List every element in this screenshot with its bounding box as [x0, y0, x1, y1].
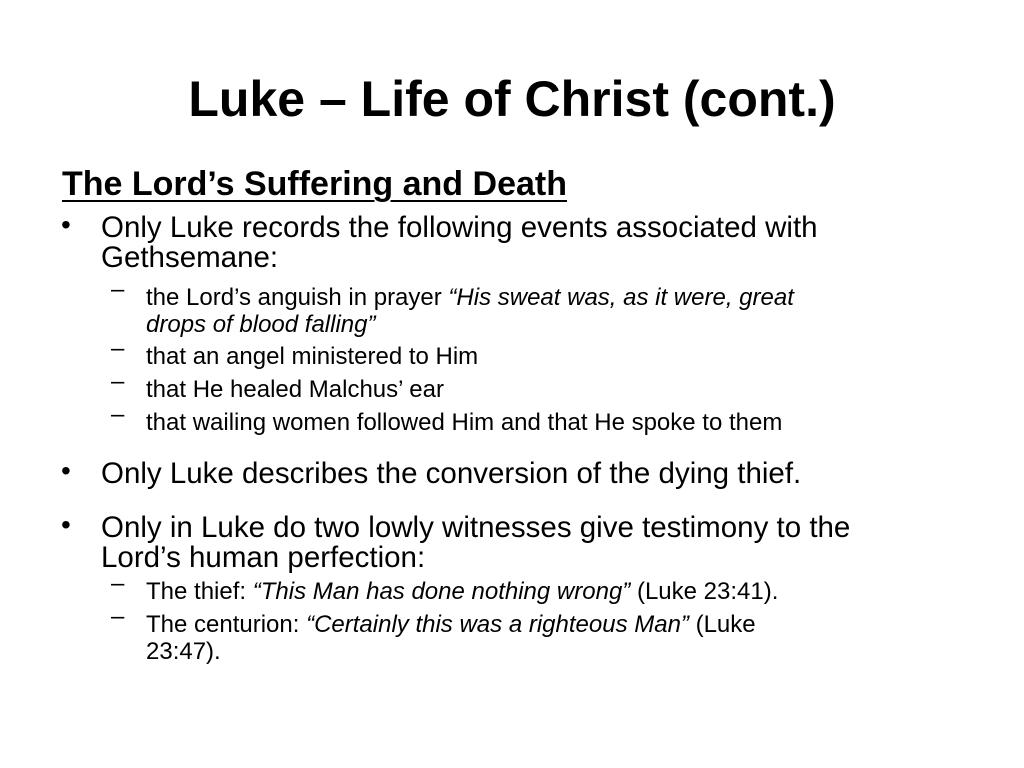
bullet-marker: • — [61, 209, 71, 240]
sub-marker: – — [111, 401, 125, 428]
sub-line — [146, 284, 946, 311]
bullet-text — [101, 513, 981, 573]
sub-reference: (Luke 23:41). — [630, 578, 779, 605]
bullet-line: Gethsemane: — [101, 241, 279, 274]
sub-quote-continued: drops of blood falling” — [146, 311, 376, 338]
sub-text — [146, 284, 946, 338]
bullet-text — [101, 459, 981, 489]
sub-text: that wailing women followed Him and that He spoke to them — [146, 409, 783, 436]
sub-marker: – — [111, 603, 125, 630]
bullet-marker: • — [61, 509, 71, 540]
sub-marker: – — [111, 368, 125, 395]
sub-plain: The centurion: — [146, 611, 307, 638]
sub-quote: “This Man has done nothing wrong” — [252, 578, 631, 605]
bullet-marker: • — [61, 455, 71, 486]
sub-marker: – — [111, 570, 125, 597]
bullet-line: Only in Luke do two lowly witnesses give testimony to the — [101, 511, 851, 544]
sub-reference: (Luke — [688, 611, 756, 638]
sub-text — [146, 578, 946, 605]
sub-plain: The thief: — [146, 578, 253, 605]
sub-quote: “Certainly this was a righteous Man” — [306, 611, 689, 638]
sub-plain: the Lord’s anguish in prayer — [146, 284, 449, 311]
sub-marker: – — [111, 276, 125, 303]
sub-text — [146, 611, 946, 665]
bullet-line: Only Luke describes the conversion of the dying thief. — [101, 457, 802, 490]
sub-marker: – — [111, 335, 125, 362]
sub-text: that an angel ministered to Him — [146, 343, 479, 370]
slide-title: Luke – Life of Christ (cont.) — [188, 71, 836, 127]
section-heading: The Lord’s Suffering and Death — [62, 165, 567, 203]
sub-line — [146, 611, 946, 638]
sub-text: that He healed Malchus’ ear — [146, 376, 444, 403]
bullet-text — [101, 213, 981, 273]
sub-quote: “His sweat was, as it were, great — [448, 284, 794, 311]
sub-line — [146, 578, 946, 605]
sub-reference-continued: 23:47). — [146, 638, 221, 665]
bullet-line: Lord’s human perfection: — [101, 541, 426, 574]
bullet-line: Only Luke records the following events associated with — [101, 211, 818, 244]
